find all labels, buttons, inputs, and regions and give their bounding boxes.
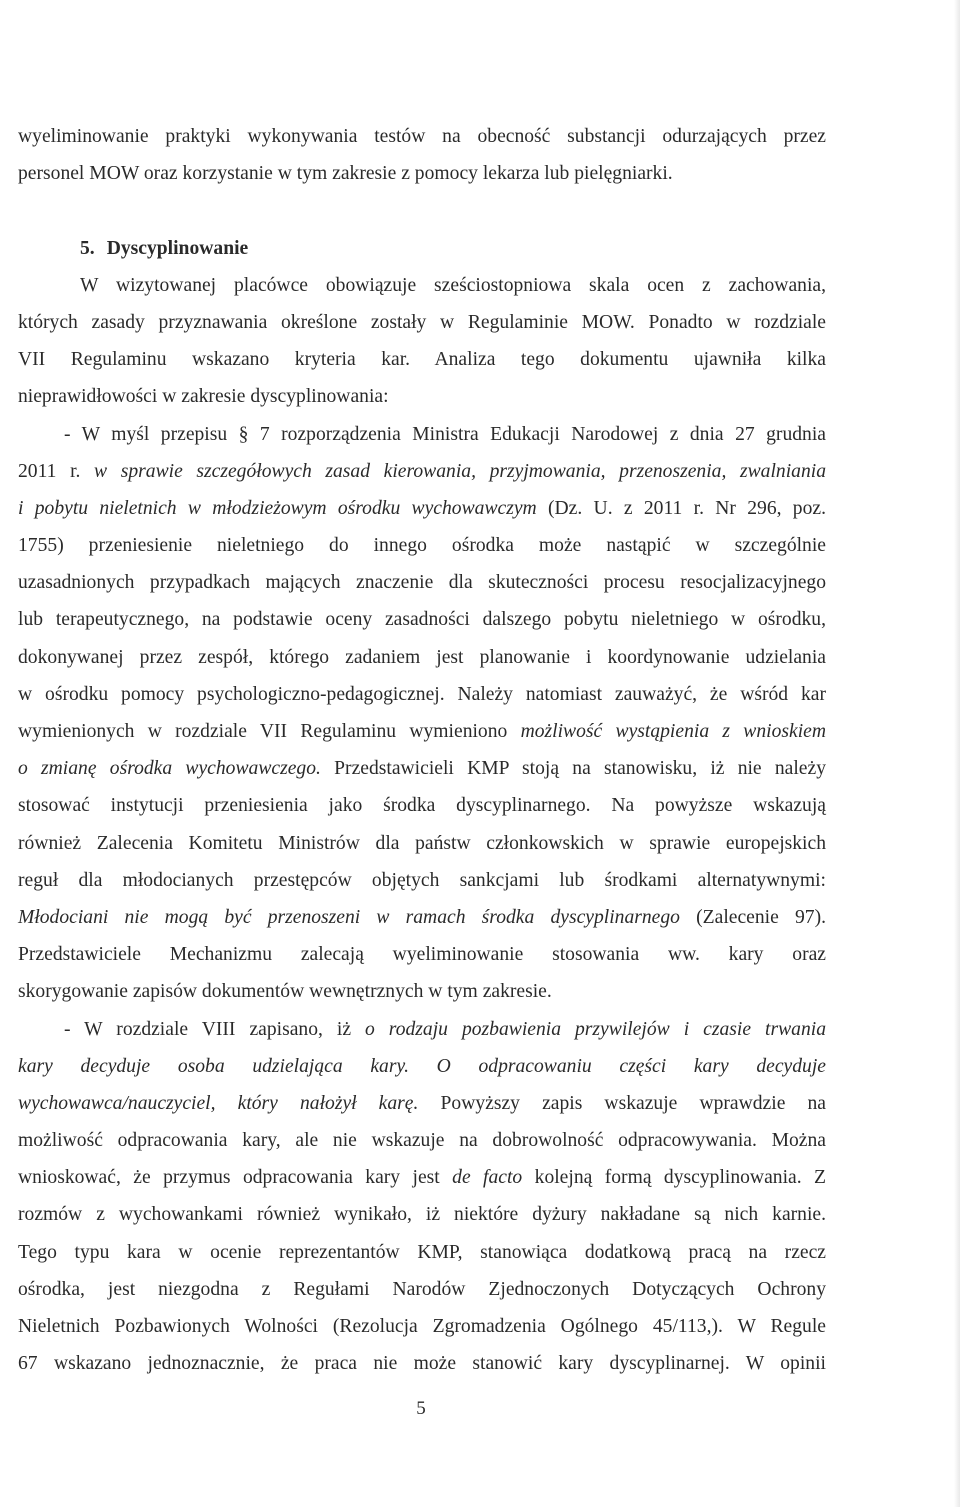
page-number: 5 xyxy=(416,1398,426,1419)
text-run: - W rozdziale VIII zapisano, iż xyxy=(64,1018,366,1040)
text-run: Powyższy zapis wskazuje wprawdzie na xyxy=(418,1092,826,1114)
text-line: 67 wskazano jednoznacznie, że praca nie może stanowić kary dyscyplinarnej. W opinii xyxy=(18,1353,826,1375)
section-title: Dyscyplinowanie xyxy=(106,237,249,259)
document-page xyxy=(18,118,826,1382)
text-line: Nieletnich Pozbawionych Wolności (Rezolucja Zgromadzenia Ogólnego 45/113,). W Regule xyxy=(18,1316,826,1337)
text-line: reguł dla młodocianych przestępców objętych sankcjami lub środkami alternatywnymi: xyxy=(18,869,826,891)
italic-run: Młodociani nie mogą być przenoszeni w ramach środka dyscyplinarnego xyxy=(18,906,680,928)
text-line xyxy=(18,899,826,936)
text-run: (Dz. U. z 2011 r. Nr 296, poz. xyxy=(536,497,826,519)
text-line: lub terapeutycznego, na podstawie oceny zasadności dalszego pobytu nieletniego w ośrodku, xyxy=(18,609,826,631)
italic-run: w sprawie szczegółowych zasad kierowania, przyjmowania, przenoszenia, zwalniania xyxy=(94,460,826,482)
text-line xyxy=(18,1085,826,1122)
text-line: ośrodka, jest niezgodna z Regułami Narodów Zjednoczonych Dotyczących Ochrony xyxy=(18,1278,826,1300)
text-line xyxy=(18,1048,826,1085)
text-line xyxy=(18,750,826,787)
text-line: w ośrodku pomocy psychologiczno-pedagogicznej. Należy natomiast zauważyć, że wśród kar xyxy=(18,683,826,705)
text-line xyxy=(18,1011,826,1048)
text-line: Przedstawiciele Mechanizmu zalecają wyeliminowanie stosowania ww. kary oraz xyxy=(18,944,826,966)
text-line: 1755) przeniesienie nieletniego do innego ośrodka może nastąpić w szczególnie xyxy=(18,535,826,557)
text-line xyxy=(18,453,826,490)
text-line xyxy=(18,490,826,527)
text-line: VII Regulaminu wskazano kryteria kar. Analiza tego dokumentu ujawniła kilka xyxy=(18,349,826,371)
text-line: W wizytowanej placówce obowiązuje sześciostopniowa skala ocen z zachowania, xyxy=(80,274,826,296)
section-heading xyxy=(18,230,826,267)
italic-run: możliwość wystąpienia z wnioskiem xyxy=(520,721,826,742)
blank-line xyxy=(18,192,826,229)
italic-run: de facto xyxy=(452,1167,523,1189)
text-run: wymienionych w rozdziale VII Regulaminu wymieniono xyxy=(18,721,521,742)
text-line: stosować instytucji przeniesienia jako środka dyscyplinarnego. Na powyższe wskazują xyxy=(18,795,826,817)
text-line xyxy=(18,1159,826,1196)
text-line xyxy=(18,713,826,750)
text-line: personel MOW oraz korzystanie w tym zakresie z pomocy lekarza lub pielęgniarki. xyxy=(18,163,673,185)
text-line: wyeliminowanie praktyki wykonywania testów na obecność substancji odurzających przez xyxy=(18,126,826,147)
text-run: (Zalecenie 97). xyxy=(679,906,826,928)
text-line: możliwość odpracowania kary, ale nie wskazuje na dobrowolność odpracowywania. Można xyxy=(18,1130,826,1152)
text-line: również Zalecenia Komitetu Ministrów dla państw członkowskich w sprawie europejskich xyxy=(18,832,826,854)
text-line: rozmów z wychowankami również wynikało, iż niektóre dyżury nakładane są nich karnie. xyxy=(18,1204,826,1226)
italic-run: kary decyduje osoba udzielająca kary. O odpracowaniu części kary decyduje xyxy=(18,1055,826,1077)
text-line: Tego typu kara w ocenie reprezentantów KMP, stanowiąca dodatkową pracą na rzecz xyxy=(18,1241,826,1263)
italic-run: o zmianę ośrodka wychowawczego. xyxy=(18,758,321,780)
section-number: 5. xyxy=(80,237,95,259)
page-edge-shadow xyxy=(954,0,960,1507)
text-run: 2011 r. xyxy=(18,460,95,482)
text-run: Przedstawicieli KMP stoją na stanowisku, iż nie należy xyxy=(320,758,826,780)
italic-run: o rodzaju pozbawienia przywilejów i czasie trwania xyxy=(365,1018,826,1040)
italic-run: i pobytu nieletnich w młodzieżowym ośrodku wychowawczym xyxy=(18,497,537,519)
text-line: dokonywanej przez zespół, którego zadaniem jest planowanie i koordynowanie udzielania xyxy=(18,646,826,668)
text-line: których zasady przyznawania określone zostały w Regulaminie MOW. Ponadto w rozdziale xyxy=(18,311,826,333)
text-line: uzasadnionych przypadkach mających znaczenie dla skuteczności procesu resocjalizacyjnego xyxy=(18,572,826,594)
text-line: skorygowanie zapisów dokumentów wewnętrznych w tym zakresie. xyxy=(18,981,552,1003)
text-run: kolejną formą dyscyplinowania. Z xyxy=(522,1167,826,1189)
italic-run: wychowawca/nauczyciel, który nałożył karę. xyxy=(18,1092,419,1114)
text-run: wnioskować, że przymus odpracowania kary jest xyxy=(18,1167,453,1189)
text-line: - W myśl przepisu § 7 rozporządzenia Ministra Edukacji Narodowej z dnia 27 grudnia xyxy=(64,423,826,445)
text-line: nieprawidłowości w zakresie dyscyplinowania: xyxy=(18,386,389,408)
